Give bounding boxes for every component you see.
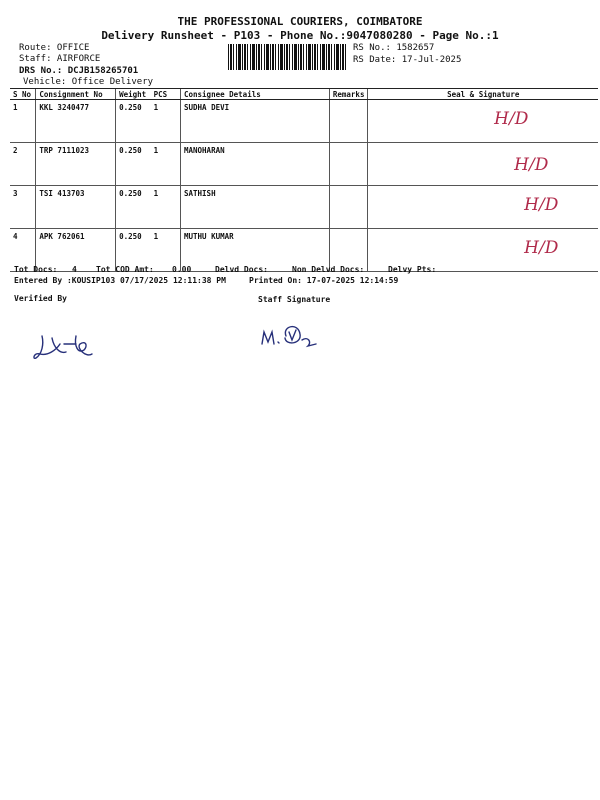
barcode <box>228 44 348 70</box>
col-consignee: Consignee Details <box>180 89 329 100</box>
handwritten-signature: H/D <box>524 238 559 258</box>
verifier-signature-icon <box>30 330 110 366</box>
cell-sno: 3 <box>10 186 36 229</box>
entered-by: Entered By :KOUSIP103 07/17/2025 12:11:38 PM <box>14 276 226 285</box>
total-cod-value: 0.00 <box>172 265 192 274</box>
col-pcs: PCS <box>151 89 181 100</box>
printed-on: Printed On: 17-07-2025 12:14:59 <box>249 276 399 285</box>
col-consignment: Consignment No <box>36 89 116 100</box>
cell-consignee: MANOHARAN <box>180 143 329 186</box>
cell-sno: 2 <box>10 143 36 186</box>
cell-pcs: 1 <box>151 186 181 229</box>
cell-remarks <box>329 100 368 143</box>
staff-signature-label: Staff Signature <box>258 295 331 304</box>
cell-pcs: 1 <box>151 100 181 143</box>
cell-weight: 0.250 <box>116 143 151 186</box>
delivered-docs-label: Delvd Docs: <box>215 265 268 274</box>
staff-label: Staff: AIRFORCE <box>19 54 101 64</box>
col-remarks: Remarks <box>329 89 368 100</box>
staff-signature-icon <box>258 318 328 358</box>
cell-weight: 0.250 <box>116 186 151 229</box>
cell-consignee: SUDHA DEVI <box>180 100 329 143</box>
vehicle-label: Vehicle: Office Delivery <box>23 77 154 87</box>
total-cod-label: Tot COD Amt: <box>96 265 154 274</box>
handwritten-signature: H/D <box>494 109 529 129</box>
cell-sno: 4 <box>10 229 36 272</box>
table-row <box>10 143 598 186</box>
total-docs-label: Tot Docs: <box>14 265 58 274</box>
rs-number: RS No.: 1582657 <box>353 43 435 53</box>
cell-consignment: TSI 413703 <box>36 186 116 229</box>
company-title: THE PROFESSIONAL COURIERS, COIMBATORE <box>177 15 423 28</box>
rs-date: RS Date: 17-Jul-2025 <box>353 55 462 65</box>
cell-consignee: SATHISH <box>180 186 329 229</box>
delivery-points-label: Delvy Pts: <box>388 265 437 274</box>
drs-number: DRS No.: DCJB158265701 <box>19 66 139 76</box>
cell-pcs: 1 <box>151 229 181 272</box>
cell-weight: 0.250 <box>116 100 151 143</box>
col-weight: Weight <box>116 89 151 100</box>
col-sno: S No <box>10 89 36 100</box>
cell-consignment: TRP 7111023 <box>36 143 116 186</box>
verified-by-label: Verified By <box>14 294 67 303</box>
table-row <box>10 186 598 229</box>
total-docs-value: 4 <box>72 265 77 274</box>
cell-pcs: 1 <box>151 143 181 186</box>
table-header-row <box>10 89 598 100</box>
col-signature: Seal & Signature <box>368 89 598 100</box>
cell-consignment: KKL 3240477 <box>36 100 116 143</box>
cell-remarks <box>329 186 368 229</box>
handwritten-signature: H/D <box>524 195 559 215</box>
table-row <box>10 100 598 143</box>
cell-sno: 1 <box>10 100 36 143</box>
cell-remarks <box>329 143 368 186</box>
cell-weight: 0.250 <box>116 229 151 272</box>
runsheet-table <box>10 88 598 272</box>
route-label: Route: OFFICE <box>19 43 90 53</box>
cell-consignee: MUTHU KUMAR <box>180 229 329 272</box>
non-delivered-docs-label: Non Delvd Docs: <box>292 265 365 274</box>
handwritten-signature: H/D <box>514 155 549 175</box>
runsheet-subtitle: Delivery Runsheet - P103 - Phone No.:9047080280 - Page No.:1 <box>101 29 499 42</box>
cell-consignment: APK 762061 <box>36 229 116 272</box>
